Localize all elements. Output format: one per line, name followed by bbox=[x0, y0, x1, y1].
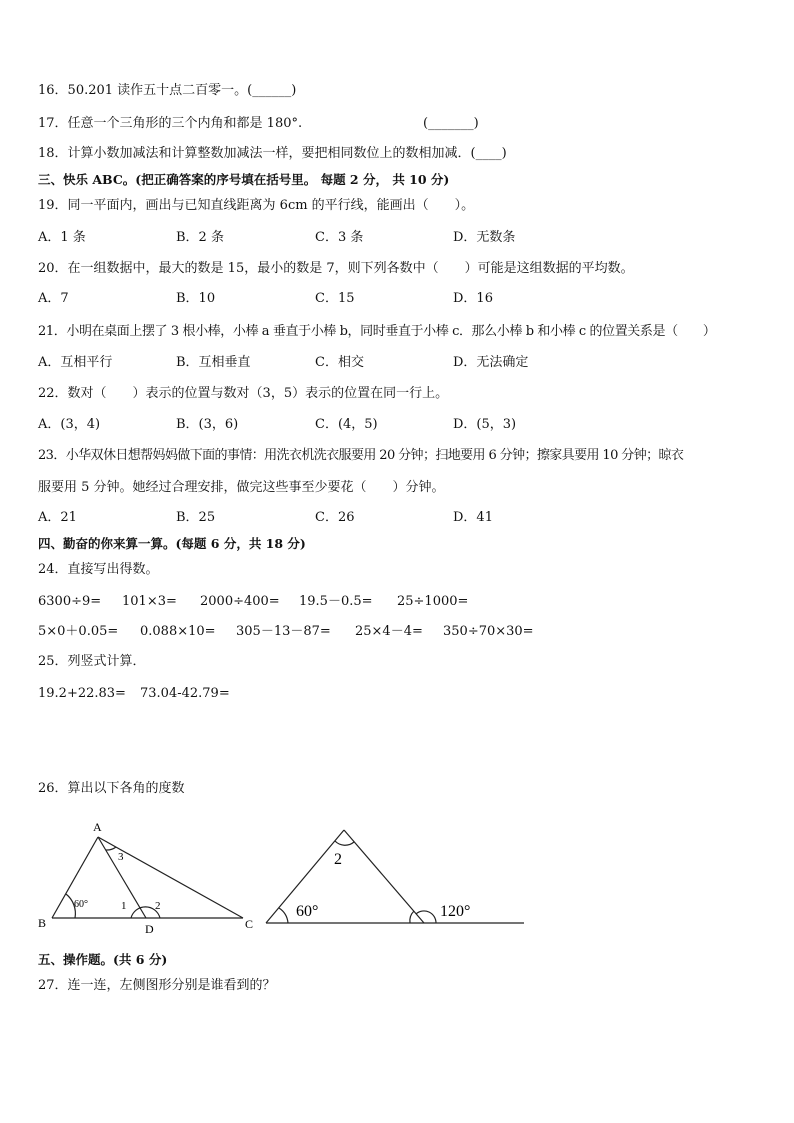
question-18: 18．计算小数加减法和计算整数加减法一样，要把相同数位上的数相加减．(____) bbox=[38, 146, 507, 161]
angle-top-arc bbox=[335, 841, 354, 845]
question-26: 26．算出以下各角的度数 bbox=[38, 781, 185, 796]
question-16: 16．50.201 读作五十点二百零一。(______) bbox=[38, 83, 297, 98]
calc-item: 305－13－87= bbox=[236, 624, 331, 639]
question-20: 20．在一组数据中，最大的数是 15，最小的数是 7，则下列各数中（ ）可能是这组数据的平均数。 bbox=[38, 261, 634, 276]
calc-item: 5×0＋0.05= bbox=[38, 624, 119, 639]
calc-item: 101×3= bbox=[122, 594, 177, 609]
label-angle-3: 3 bbox=[118, 851, 124, 863]
label-c: C bbox=[245, 917, 254, 931]
section-5-heading: 五、操作题。(共 6 分) bbox=[38, 952, 168, 967]
option-c: C．26 bbox=[315, 510, 355, 525]
option-c: C．(4，5) bbox=[315, 417, 378, 432]
calc-item: 19.2+22.83= bbox=[38, 686, 126, 701]
section-3-heading: 三、快乐 ABC。(把正确答案的序号填在括号里。 每题 2 分， 共 10 分) bbox=[38, 172, 450, 187]
label-angle-2: 2 bbox=[334, 851, 342, 868]
label-angle-120: 120° bbox=[440, 903, 471, 920]
segment-ac bbox=[98, 837, 243, 918]
label-angle-2: 2 bbox=[155, 900, 161, 912]
label-a: A bbox=[93, 820, 102, 834]
option-a: A．(3，4) bbox=[38, 417, 101, 432]
calc-item: 25÷1000= bbox=[397, 594, 469, 609]
calc-item: 0.088×10= bbox=[140, 624, 216, 639]
option-d: D．无数条 bbox=[453, 230, 516, 245]
calc-item: 19.5－0.5= bbox=[299, 594, 373, 609]
calc-item: 350÷70×30= bbox=[443, 624, 534, 639]
option-d: D．16 bbox=[453, 291, 493, 306]
angle-right-arc bbox=[410, 911, 414, 923]
question-25: 25．列竖式计算． bbox=[38, 654, 146, 669]
label-angle-60: 60° bbox=[296, 903, 319, 920]
option-d: D．无法确定 bbox=[453, 355, 529, 370]
question-24: 24．直接写出得数。 bbox=[38, 562, 159, 577]
question-21: 21．小明在桌面上摆了 3 根小棒，小棒 a 垂直于小棒 b，同时垂直于小棒 c．那么小棒 b 和小棒 c 的位置关系是（ ） bbox=[38, 324, 716, 339]
angle-left-arc bbox=[279, 908, 288, 923]
question-23-line-1: 23．小华双休日想帮妈妈做下面的事情：用洗衣机洗衣服要用 20 分钟；扫地要用 6 分钟；擦家具要用 10 分钟；晾衣 bbox=[38, 448, 684, 463]
section-4-heading: 四、勤奋的你来算一算。(每题 6 分，共 18 分) bbox=[38, 536, 306, 551]
option-a: A．1 条 bbox=[38, 230, 86, 245]
label-b: B bbox=[38, 916, 47, 930]
calc-item: 73.04-42.79= bbox=[140, 686, 230, 701]
figure-triangle-exterior-angle bbox=[262, 820, 532, 935]
option-b: B．2 条 bbox=[176, 230, 224, 245]
option-b: B．25 bbox=[176, 510, 216, 525]
option-b: B．互相垂直 bbox=[176, 355, 251, 370]
question-17: 17．任意一个三角形的三个内角和都是 180°. bbox=[38, 116, 303, 131]
option-a: A．互相平行 bbox=[38, 355, 113, 370]
figure-triangle-abc bbox=[30, 815, 270, 935]
option-c: C．相交 bbox=[315, 355, 364, 370]
calc-item: 2000÷400= bbox=[200, 594, 280, 609]
option-a: A．7 bbox=[38, 291, 69, 306]
angle-3-arc bbox=[106, 847, 116, 850]
label-angle-1: 1 bbox=[121, 900, 127, 912]
option-d: D．41 bbox=[453, 510, 493, 525]
question-27: 27．连一连，左侧图形分别是谁看到的？ bbox=[38, 978, 276, 993]
segment-right-side bbox=[344, 830, 424, 923]
option-d: D．(5，3) bbox=[453, 417, 517, 432]
option-a: A．21 bbox=[38, 510, 77, 525]
question-22: 22．数对（ ）表示的位置与数对（3，5）表示的位置在同一行上。 bbox=[38, 386, 449, 401]
calc-item: 25×4－4= bbox=[355, 624, 423, 639]
question-17-answer-blank: (_______) bbox=[423, 116, 479, 131]
option-b: B．10 bbox=[176, 291, 216, 306]
option-c: C．15 bbox=[315, 291, 355, 306]
calc-item: 6300÷9= bbox=[38, 594, 102, 609]
option-c: C．3 条 bbox=[315, 230, 364, 245]
question-19: 19．同一平面内，画出与已知直线距离为 6cm 的平行线，能画出（ ）。 bbox=[38, 198, 475, 213]
label-d: D bbox=[145, 922, 154, 935]
label-angle-60: 60° bbox=[74, 899, 88, 910]
question-23-line-2: 服要用 5 分钟。她经过合理安排，做完这些事至少要花（ ）分钟。 bbox=[38, 480, 445, 495]
option-b: B．(3，6) bbox=[176, 417, 239, 432]
